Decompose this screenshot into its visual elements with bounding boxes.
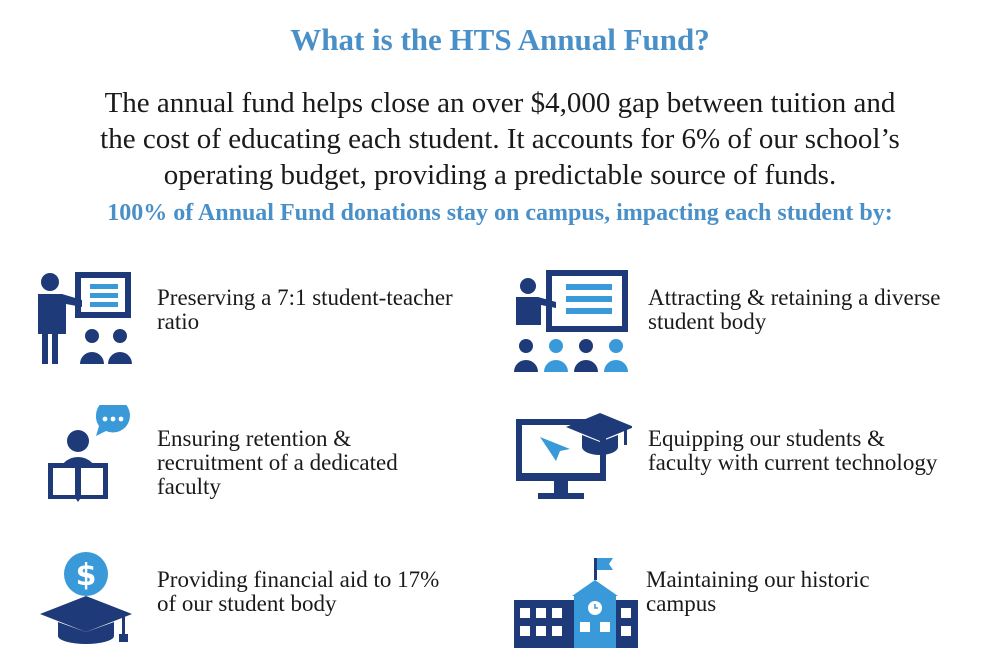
svg-text:$: $ [75,558,97,593]
teacher-classroom-icon [30,268,140,368]
intro-line: operating budget, providing a predictable source of funds. [163,159,837,191]
dollar-graduation-icon [36,548,136,648]
impact-text [157,286,497,334]
impact-text [157,427,497,499]
impact-text [648,286,988,334]
impact-text-line: recruitment of a dedicated [157,450,398,475]
impact-text-line: Maintaining our historic [646,567,870,592]
intro-line: The annual fund helps close an over $4,000 gap between tuition and [104,87,896,119]
computer-graduation-icon [512,407,632,507]
impact-text-line: faculty with current technology [648,450,938,475]
school-building-icon [510,556,640,652]
impact-text-line: ratio [157,309,200,334]
diverse-classroom-icon [510,266,635,374]
impact-text [157,568,497,616]
impact-text-line: of our student body [157,591,337,616]
intro-paragraph [0,85,1000,193]
impact-text-line: Equipping our students & [648,426,886,451]
intro-line: the cost of educating each student. It accounts for 6% of our school’s [100,123,900,155]
impact-text-line: Providing financial aid to 17% [157,567,440,592]
page-title: What is the HTS Annual Fund? [290,22,710,57]
impact-text [646,568,986,616]
impact-text-line: Preserving a 7:1 student-teacher [157,285,453,310]
impact-text-line: student body [648,309,767,334]
impact-text [648,427,988,475]
impact-subheading: 100% of Annual Fund donations stay on campus, impacting each student by: [107,200,893,226]
reader-chat-icon [44,405,144,505]
impact-text-line: faculty [157,474,221,499]
impact-text-line: Ensuring retention & [157,426,352,451]
impact-text-line: campus [646,591,717,616]
impact-text-line: Attracting & retaining a diverse [648,285,941,310]
